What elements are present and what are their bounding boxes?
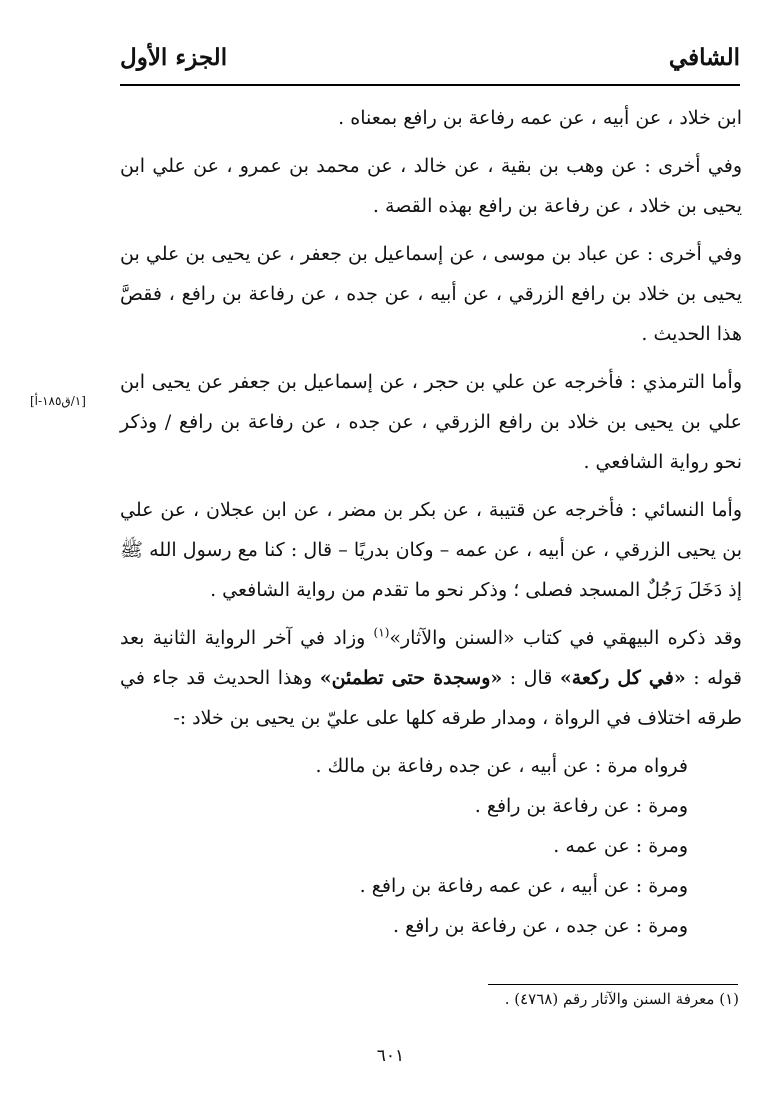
- quote-prostration: «وسجدة حتى تطمئن»: [319, 667, 503, 689]
- paragraph: ابن خلاد ، عن أبيه ، عن عمه رفاعة بن رافع بمعناه .: [338, 107, 742, 129]
- bayhaqi-intro: وقد ذكره البيهقي في كتاب «السنن والآثار»: [389, 627, 742, 649]
- main-text: [120, 98, 742, 946]
- footnote-divider: [488, 984, 738, 985]
- list-item: فرواه مرة : عن أبيه ، عن جده رفاعة بن مالك .: [315, 755, 688, 777]
- bayhaqi-text: وهذا الحديث قد جاء في طرقه اختلاف في الرواة ، ومدار طرقه كلها على عليّ بن يحيى بن خلاد :-: [120, 667, 742, 729]
- page-number: ٦٠١: [376, 1046, 405, 1066]
- footnote-marker[interactable]: (١): [373, 625, 390, 640]
- bayhaqi-paragraph: [120, 618, 742, 738]
- list-item: ومرة : عن عمه .: [553, 835, 688, 857]
- paragraph: وفي أخرى : عن وهب بن بقية ، عن خالد ، عن محمد بن عمرو ، عن علي ابن يحيى بن خلاد ، عن رفاعة بن رافع بهذه القصة .: [120, 155, 742, 217]
- manuscript-folio-note: [١/ق١٨٥-أ]: [30, 394, 86, 408]
- narration-list: [120, 746, 688, 946]
- bayhaqi-text: قال :: [502, 667, 560, 689]
- quote-per-rakah: «في كل ركعة»: [559, 667, 686, 689]
- list-item: ومرة : عن جده ، عن رفاعة بن رافع .: [393, 915, 688, 937]
- paragraph: وأما الترمذي : فأخرجه عن علي بن حجر ، عن إسماعيل بن جعفر عن يحيى ابن علي بن يحيى بن خلاد بن رافع الزرقي ، عن جده ، عن رفاعة بن رافع / وذكر نحو رواية الشافعي .: [120, 371, 742, 473]
- book-title: الشافي: [668, 44, 740, 71]
- list-item: ومرة : عن أبيه ، عن عمه رفاعة بن رافع .: [359, 875, 688, 897]
- paragraph: وأما النسائي : فأخرجه عن قتيبة ، عن بكر بن مضر ، عن ابن عجلان ، عن علي بن يحيى الزرقي ، عن أبيه ، عن عمه – وكان بدريًا – قال : كنا مع رسول الله ﷺ إذ دَخَلَ رَجُلٌ المسجد فصلى ؛ وذكر نحو ما تقدم من رواية الشافعي .: [120, 499, 742, 601]
- running-header: [120, 40, 740, 86]
- list-item: ومرة : عن رفاعة بن رافع .: [474, 795, 688, 817]
- bayhaqi-text: وزاد في آخر الرواية الثانية بعد قوله :: [120, 627, 743, 689]
- paragraph: وفي أخرى : عن عباد بن موسى ، عن إسماعيل بن جعفر ، عن يحيى بن علي بن يحيى بن خلاد بن رافع الزرقي ، عن أبيه ، عن جده ، عن رفاعة بن رافع ، فقصَّ هذا الحديث .: [120, 243, 742, 345]
- footnote: (١) معرفة السنن والآثار رقم (٤٧٦٨) .: [504, 990, 739, 1008]
- volume-label: الجزء الأول: [120, 44, 228, 71]
